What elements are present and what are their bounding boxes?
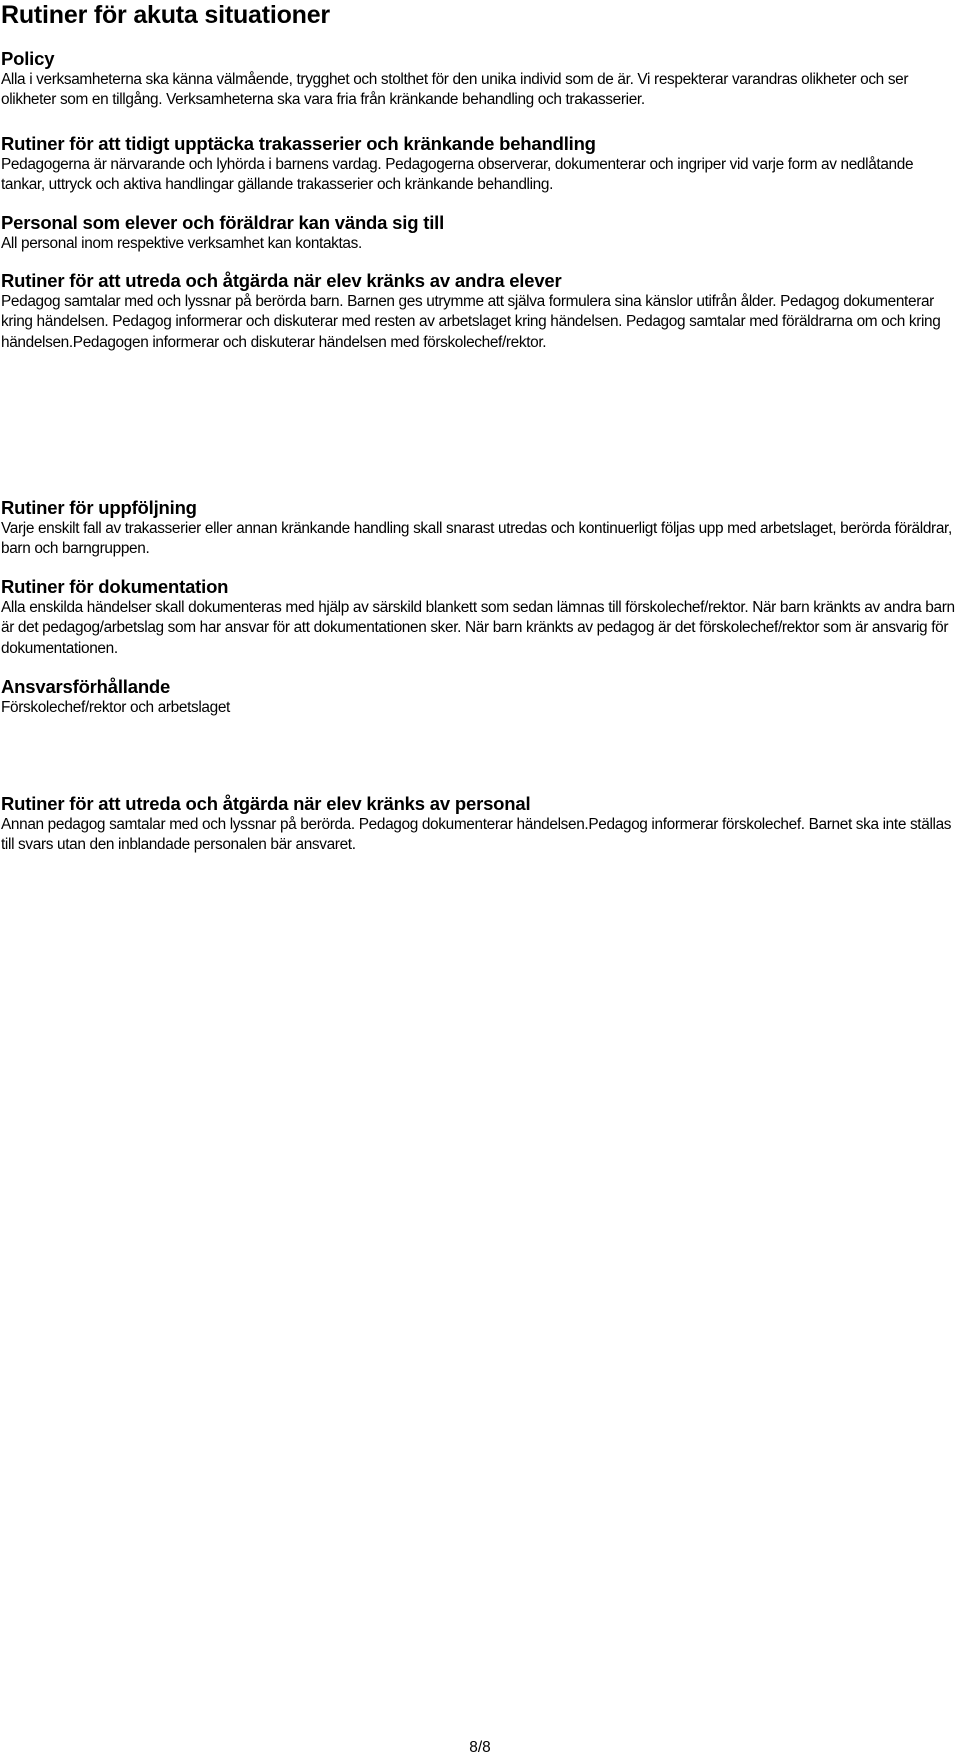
section-heading: Ansvarsförhållande xyxy=(1,676,171,697)
section-body: Alla enskilda händelser skall dokumenteras med hjälp av särskild blankett som sedan lämnas till förskolechef/rektor. När barn kränkts av andra barn är det pedagog/arbetslag som har ansvar för att dokumentationen sker. När barn kränkts av pedagog är det förskolechef/rektor som är ansvarig för dokumentationen. xyxy=(1,599,955,657)
section-contact-personnel xyxy=(1,212,957,254)
section-policy xyxy=(1,48,957,111)
section-body: Varje enskilt fall av trakasserier eller annan kränkande handling skall snarast utredas och kontinuerligt följas upp med arbetslaget, berörda föräldrar, barn och barngruppen. xyxy=(1,520,952,558)
page-title: Rutiner för akuta situationer xyxy=(1,1,330,29)
section-body: Alla i verksamheterna ska känna välmående, trygghet och stolthet för den unika individ som de är. Vi respekterar varandras olikheter och ser olikheter som en tillgång. Verksamheterna ska vara fria från kränkande behandling och trakasserier. xyxy=(1,71,909,109)
page-number: 8/8 xyxy=(469,1739,491,1756)
section-body: Pedagog samtalar med och lyssnar på berörda barn. Barnen ges utrymme att själva formulera sina känslor utifrån ålder. Pedagog dokumenterar kring händelsen. Pedagog informerar och diskuterar med resten av arbetslaget kring händelsen. Pedagog samtalar med föräldrarna om och kring händelsen.Pedagogen informerar och diskuterar händelsen med förskolechef/rektor. xyxy=(1,293,941,351)
section-heading: Rutiner för att utreda och åtgärda när elev kränks av personal xyxy=(1,793,531,814)
section-early-detection xyxy=(1,133,957,196)
section-heading: Rutiner för dokumentation xyxy=(1,576,229,597)
section-body: Pedagogerna är närvarande och lyhörda i barnens vardag. Pedagogerna observerar, dokumenterar och ingriper vid varje form av nedlåtande tankar, uttryck och aktiva handlingar gällande trakasserier och kränkande behandling. xyxy=(1,156,914,194)
section-body: All personal inom respektive verksamhet kan kontaktas. xyxy=(1,235,362,252)
section-heading: Personal som elever och föräldrar kan vända sig till xyxy=(1,212,445,233)
section-documentation xyxy=(1,576,957,659)
section-body: Annan pedagog samtalar med och lyssnar på berörda. Pedagog dokumenterar händelsen.Pedagog informerar förskolechef. Barnet ska inte ställas till svars utan den inblandade personalen bär ansvaret. xyxy=(1,816,952,854)
section-heading: Policy xyxy=(1,48,55,69)
section-follow-up xyxy=(1,497,957,560)
section-student-offense xyxy=(1,270,957,353)
section-heading: Rutiner för att utreda och åtgärda när elev kränks av andra elever xyxy=(1,270,562,291)
section-heading: Rutiner för uppföljning xyxy=(1,497,197,518)
section-body: Förskolechef/rektor och arbetslaget xyxy=(1,699,230,716)
section-heading: Rutiner för att tidigt upptäcka trakasserier och kränkande behandling xyxy=(1,133,596,154)
section-staff-offense xyxy=(1,793,957,856)
section-responsibility xyxy=(1,676,957,718)
